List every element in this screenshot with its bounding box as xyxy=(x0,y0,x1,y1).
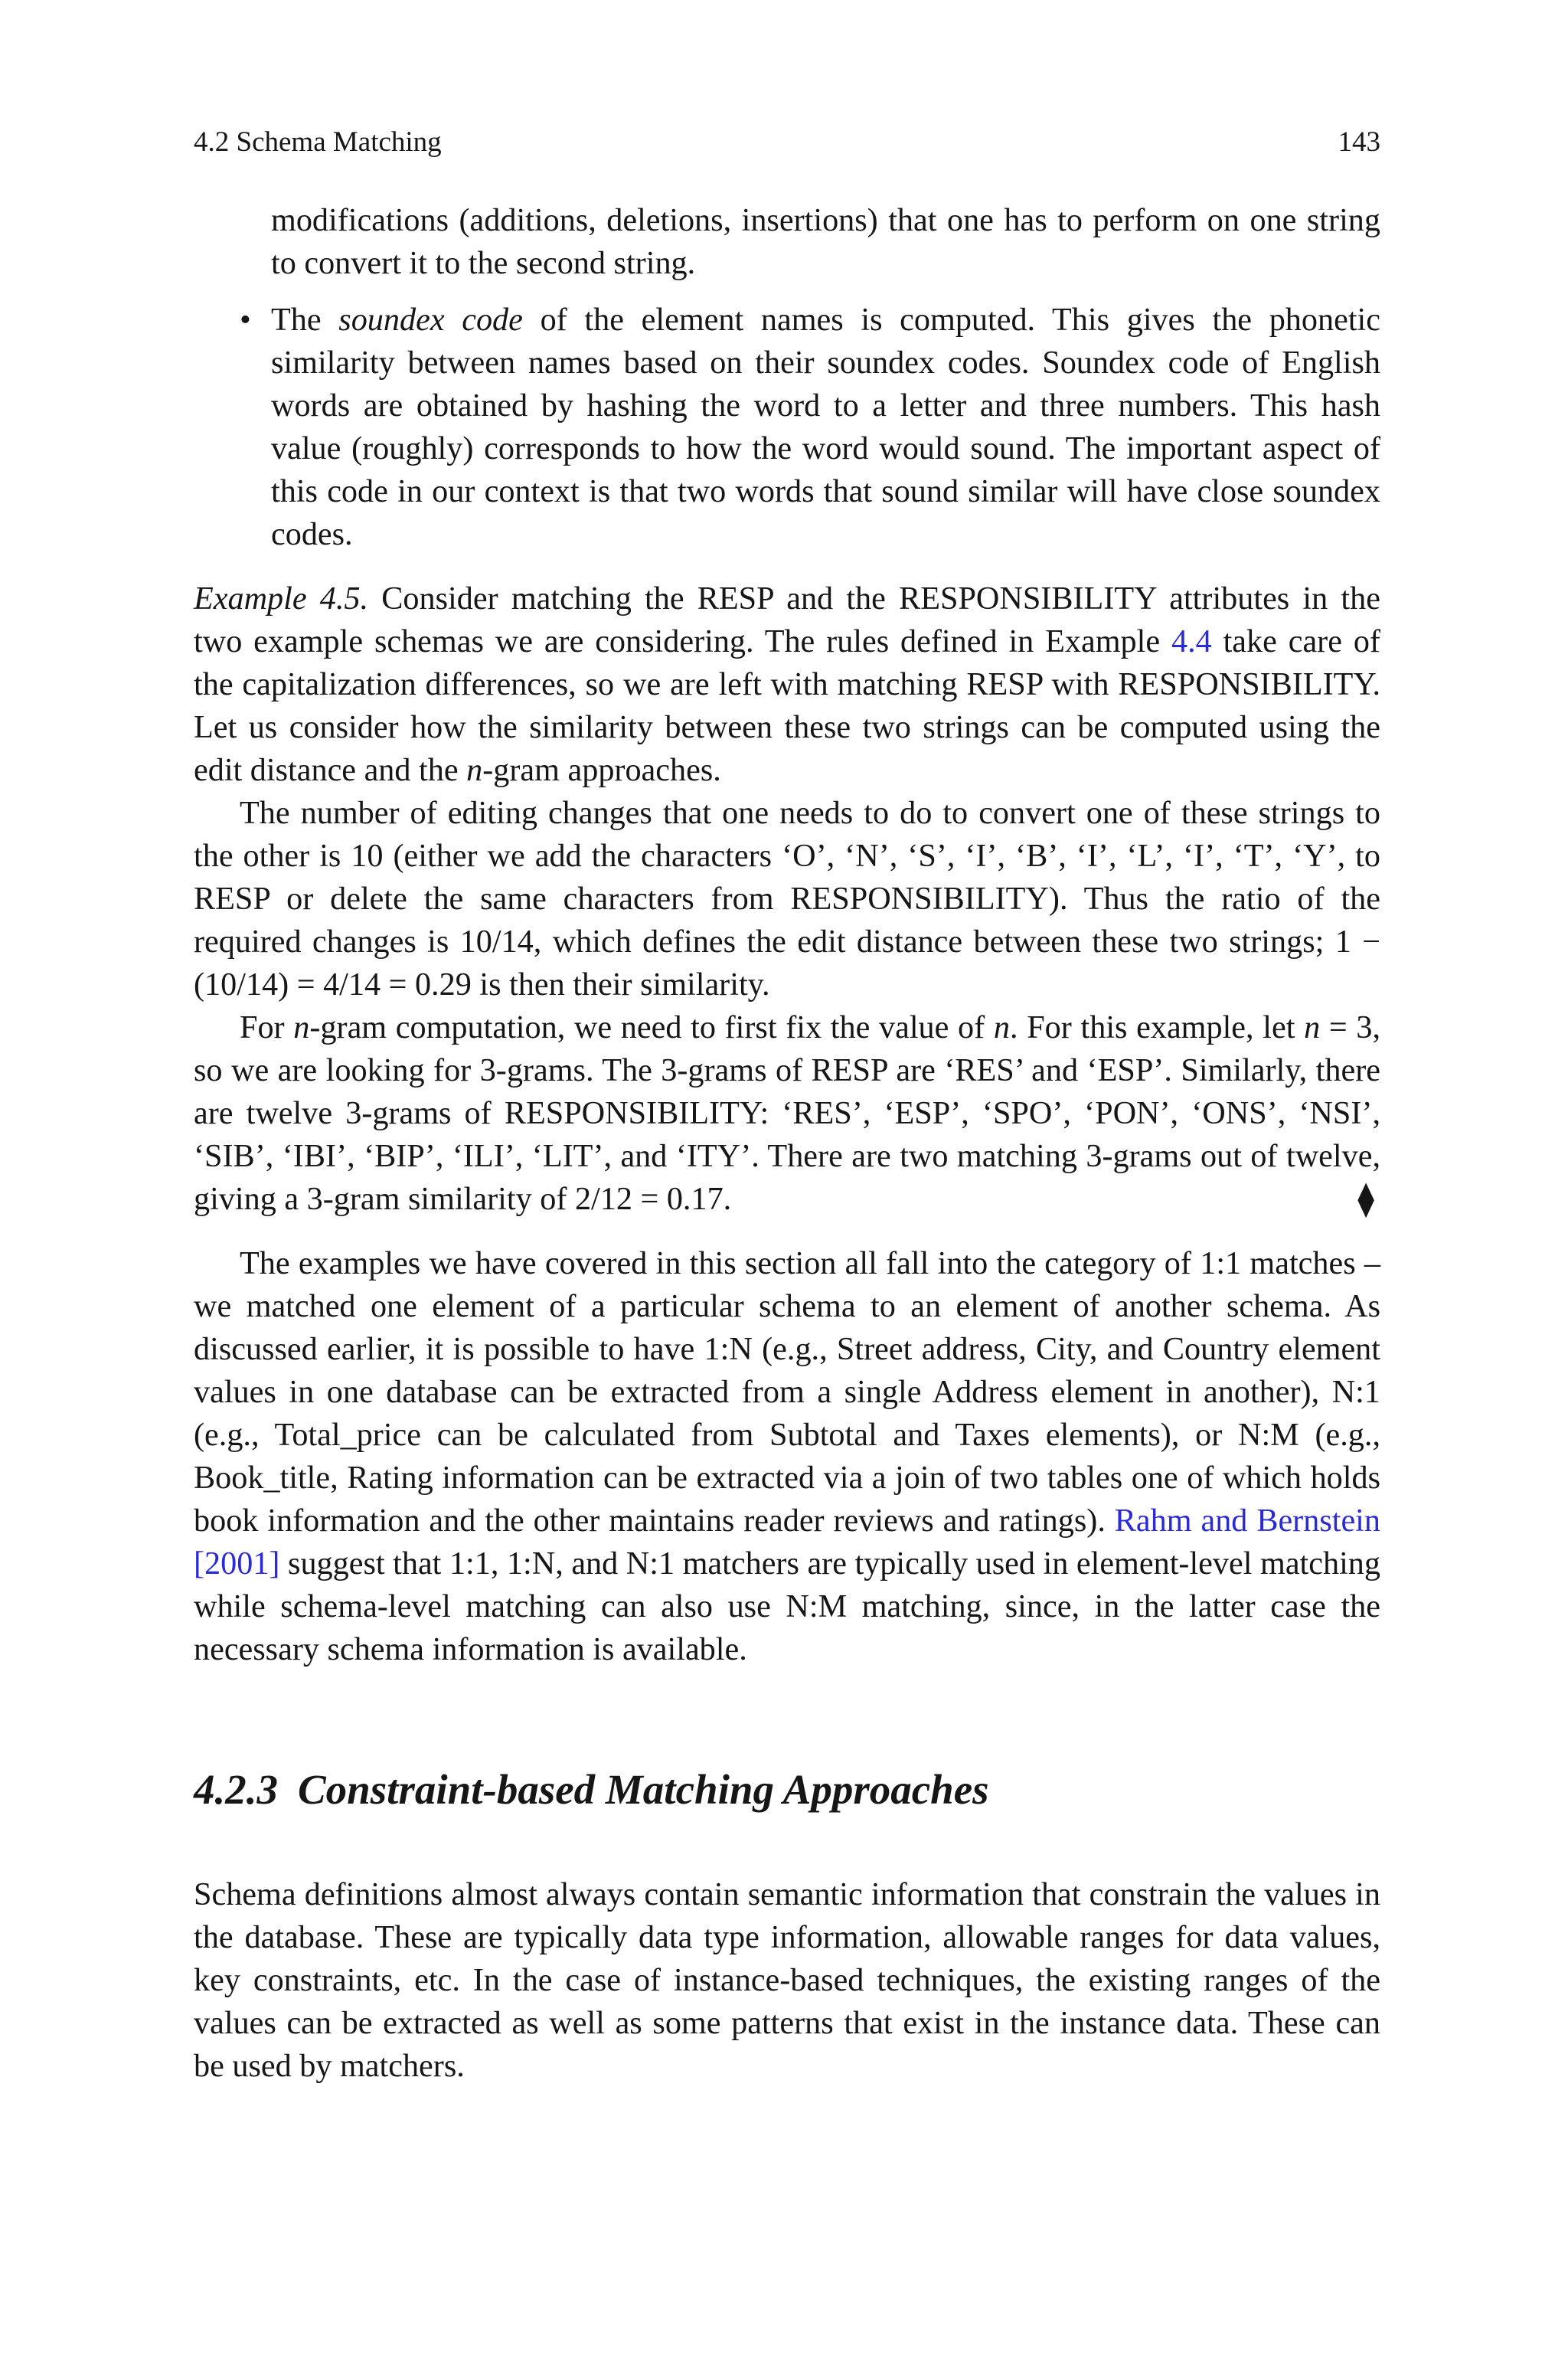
constraint-paragraph: Schema definitions almost always contain semantic information that constrain the values in the database. These are typically data type information, allowable ranges for data values, key constraints, etc. In the case of instance-based techniques, the existing ranges of the values can be extracted as well as some patterns that exist in the instance data. These can be used by matchers. xyxy=(194,1876,1380,2084)
running-header-section: 4.2 Schema Matching xyxy=(194,126,442,158)
example-label: Example 4.5. xyxy=(194,581,369,617)
example-paragraph-3: For n-gram computation, we need to first fix the value of n. For this example, let n = 3, so we are looking for 3-grams. The 3-grams of RESP are ‘RES’ and ‘ESP’. Similarly, there are twelve 3-grams of RESPONSIBILITY: ‘RES’, ‘ESP’, ‘SPO’, ‘PON’, ‘ONS’, ‘NSI’, ‘SIB’, ‘IBI’, ‘BIP’, ‘ILI’, ‘LIT’, and ‘ITY’. There are two matching 3-grams out of twelve, giving a 3-gram similarity of 2/12 = 0.17. ⧫ xyxy=(194,1006,1380,1221)
example-paragraph-1: Example 4.5. Consider matching the RESP and the RESPONSIBILITY attributes in the two example schemas we are considering. The rules defined in Example 4.4 take care of the capitalization differences, so we are left with matching RESP with RESPONSIBILITY. Let us consider how the similarity between these two strings can be computed using the edit distance and the n-gram approaches. xyxy=(194,581,1380,788)
citation-link[interactable]: Rahm and Bernstein [2001] xyxy=(194,1503,1381,1582)
example-4-5 xyxy=(194,577,1380,1221)
section-heading xyxy=(194,1765,1380,1815)
end-of-example-icon: ⧫ xyxy=(1357,1180,1374,1218)
soundex-text: The soundex code of the element names is computed. This gives the phonetic similarity between names based on their soundex codes. Soundex code of English words are obtained by hashing the word to a letter and three numbers. This hash value (roughly) corresponds to how the word would sound. The important aspect of this code in our context is that two words that sound similar will have close soundex codes. xyxy=(271,302,1380,552)
page-number: 143 xyxy=(1338,126,1380,158)
section-number: 4.2.3 xyxy=(194,1766,278,1813)
example-paragraph-2: The number of editing changes that one needs to do to convert one of these strings to the other is 10 (either we add the characters ‘O’, ‘N’, ‘S’, ‘I’, ‘B’, ‘I’, ‘L’, ‘I’, ‘T’, ‘Y’, to RESP or delete the same characters from RESPONSIBILITY). Thus the ratio of the required changes is 10/14, which defines the edit distance between these two strings; 1 − (10/14) = 4/14 = 0.29 is then their similarity. xyxy=(194,795,1380,1003)
bullet-icon: • xyxy=(240,302,251,338)
list-item-continuation xyxy=(194,199,1380,285)
matches-paragraph: The examples we have covered in this section all fall into the category of 1:1 matches – we matched one element of a particular schema to an element of another schema. As discussed earlier, it is possible to have 1:N (e.g., Street address, City, and Country element values in one database can be extracted from a single Address element in another), N:1 (e.g., Total_price can be calculated from Subtotal and Taxes elements), or N:M (e.g., Book_title, Rating information can be extracted via a join of two tables one of which holds book information and the other maintains reader reviews and ratings). Rahm and Bernstein [2001] suggest that 1:1, 1:N, and N:1 matchers are typically used in element-level matching while schema-level matching can also use N:M matching, since, in the latter case the necessary schema information is available. xyxy=(194,1245,1381,1667)
example-4-4-link[interactable]: 4.4 xyxy=(1171,623,1212,659)
bullet-list xyxy=(194,199,1380,556)
list-item-soundex xyxy=(194,299,1380,556)
section-title: Constraint-based Matching Approaches xyxy=(298,1766,989,1813)
soundex-term: soundex code xyxy=(338,302,523,338)
body-text xyxy=(194,199,1380,2088)
continuation-text: modifications (additions, deletions, insertions) that one has to perform on one string to convert it to the second string. xyxy=(271,202,1380,281)
